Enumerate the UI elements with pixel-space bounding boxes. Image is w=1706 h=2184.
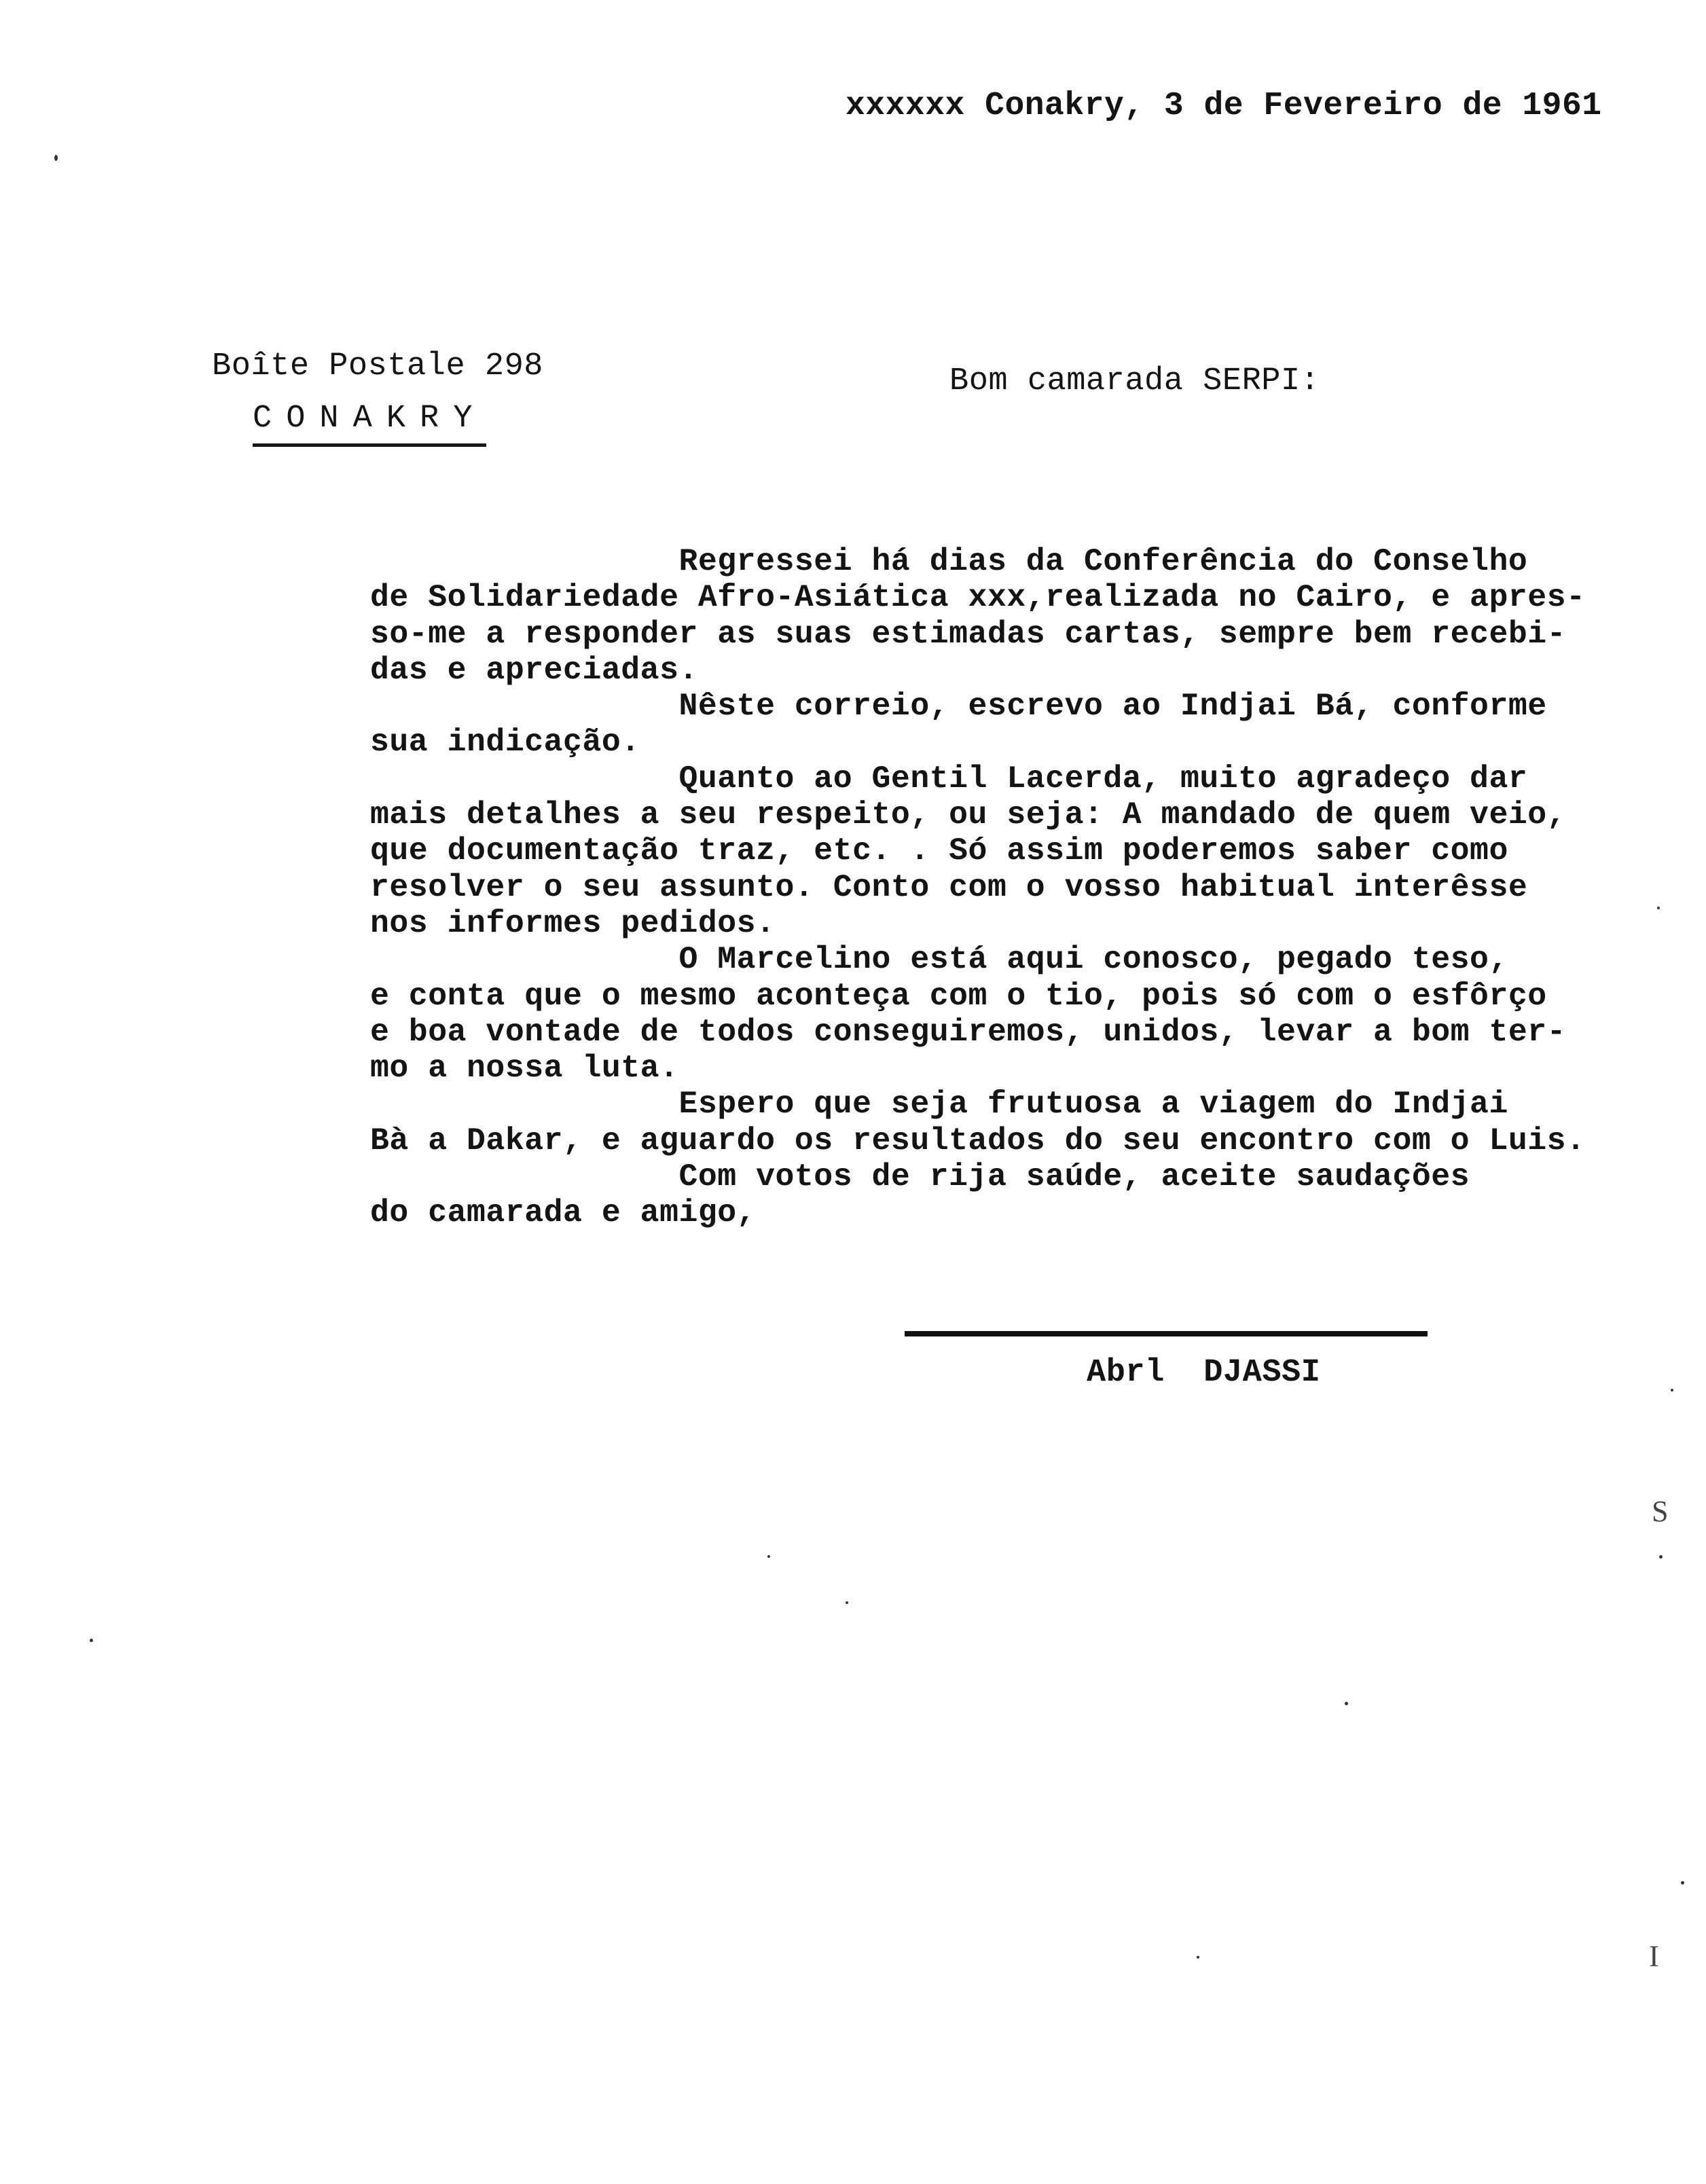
letter-body [370, 543, 1586, 1231]
scan-speck [1345, 1702, 1348, 1705]
date-line: xxxxxx Conakry, 3 de Fevereiro de 1961 [846, 88, 1602, 124]
address-postal-box: Boîte Postale 298 [212, 348, 543, 384]
body-line: Quanto ao Gentil Lacerda, muito agradeço dar [370, 760, 1528, 797]
body-line: so-me a responder as suas estimadas cartas, sempre bem recebi- [370, 615, 1567, 652]
scan-speck [1659, 1555, 1663, 1559]
body-line: de Solidariedade Afro-Asiática xxx,realizada no Cairo, e apres- [370, 579, 1586, 616]
body-line: que documentação traz, etc. . Só assim poderemos saber como [370, 833, 1508, 869]
body-line: mo a nossa luta. [370, 1050, 679, 1087]
scan-speck [1671, 1389, 1673, 1391]
body-line: O Marcelino está aqui conosco, pegado teso, [370, 941, 1508, 978]
body-line: nos informes pedidos. [370, 905, 776, 941]
body-line: Com votos de rija saúde, aceite saudações [370, 1159, 1470, 1195]
signature-rule [905, 1331, 1428, 1336]
body-line: Nêste correio, escrevo ao Indjai Bá, conforme [370, 688, 1547, 725]
signature-name: Abrl DJASSI [1087, 1355, 1321, 1391]
scan-speck [767, 1555, 770, 1558]
scan-speck [90, 1639, 93, 1642]
scan-speck [54, 155, 58, 161]
margin-mark-s: S [1652, 1495, 1669, 1528]
margin-mark-i: I [1649, 1940, 1659, 1973]
body-line: sua indicação. [370, 724, 640, 761]
body-line: Espero que seja frutuosa a viagem do Indjai [370, 1086, 1508, 1123]
body-line: resolver o seu assunto. Conto com o vosso habitual interêsse [370, 869, 1528, 905]
body-line: Regressei há dias da Conferência do Conselho [370, 543, 1528, 579]
body-line: mais detalhes a seu respeito, ou seja: A mandado de quem veio, [370, 797, 1567, 833]
body-line: Bà a Dakar, e aguardo os resultados do seu encontro com o Luis. [370, 1122, 1586, 1159]
body-line: e conta que o mesmo aconteça com o tio, pois só com o esfôrço [370, 977, 1547, 1014]
body-line: e boa vontade de todos conseguiremos, unidos, levar a bom ter- [370, 1013, 1567, 1050]
address-city: CONAKRY [253, 401, 486, 447]
scan-speck [846, 1601, 848, 1604]
scan-speck [1197, 1956, 1199, 1959]
scan-speck [1657, 907, 1660, 909]
body-line: das e apreciadas. [370, 651, 698, 688]
salutation: Bom camarada SERPI: [949, 363, 1320, 399]
body-line: do camarada e amigo, [370, 1195, 757, 1231]
scan-speck [1681, 1881, 1684, 1885]
